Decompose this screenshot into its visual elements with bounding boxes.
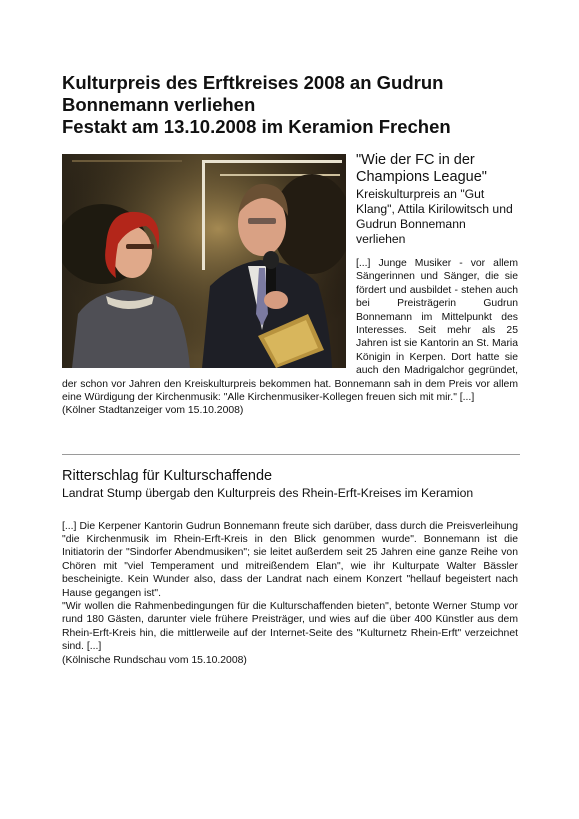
headline-line-2: Bonnemann verliehen [62,94,256,115]
article1-subhead: Kreiskulturpreis an "Gut Klang", Attila Kirilowitsch und Gudrun Bonnemann verliehen [356,187,513,246]
article2-source: (Kölnische Rundschau vom 15.10.2008) [62,654,247,666]
award-ceremony-photo [62,154,346,368]
article-koelnische-rundschau [62,468,518,667]
article2-body [62,520,518,667]
section-divider [62,454,520,455]
headline-line-3: Festakt am 13.10.2008 im Keramion Frechen [62,116,451,137]
article1-source: (Kölner Stadtanzeiger vom 15.10.2008) [62,405,244,417]
article2-subhead: Landrat Stump übergab den Kulturpreis des Rhein-Erft-Kreises im Keramion [62,486,474,500]
article2-paragraph-1: [...] Die Kerpener Kantorin Gudrun Bonnemann freute sich darüber, dass durch die Preisverleihung "die Kirchenmusik im Rhein-Erft-Kreis in den Blick genommen wurde". Bonnemann ist die Initiatorin der "Sindorfer Abendmusiken"; sie leitet außerdem seit 25 Jahren eine ganze Reihe von Chören mit "viel Temperament und mitreißendem Elan", wie ihr Kulturpate Walter Bässler bescheinigte. Kein Wunder also, dass der Landrat nach einem Konzert "hellauf begeistert nach Hause gegangen ist". [62,520,518,599]
article1-body: [...] Junge Musiker - vor allem Sängerinnen und Sänger, die sie fördert und ausbildet - stehen auch bei Preisträgerin Gudrun Bonnemann im Mittelpunkt des Interesses. Seit mehr als 25 Jahren ist sie Kantorin an St. Maria Königin in Kerpen. Dort hatte sie auch den Madrigalchor gegründet, der schon vor Jahren den Kreiskulturpreis bekommen hat. Bonnemann sah in dem Preis vor allem eine Würdigung der Kirchenmusik: "Alle Kirchenmusiker-Kollegen freuen sich mit mir." [...] [62,258,518,404]
article2-headline: Ritterschlag für Kulturschaffende [62,468,273,484]
article1-headline: "Wie der FC in der Champions League" [356,152,487,185]
article-koelner-stadtanzeiger [62,152,518,418]
article2-paragraph-2: "Wir wollen die Rahmenbedingungen für die Kulturschaffenden bieten", betonte Werner Stump vor rund 180 Gästen, darunter viele frühere Preisträger, und wies auf die über 400 Künstler aus dem Rhein-Erft-Kreis hin, die mittlerweile auf der Internet-Seite des "Kulturnetz Rhein-Erft" verzeichnet sind. [...] [62,600,518,653]
headline-line-1: Kulturpreis des Erftkreises 2008 an Gudrun [62,72,444,93]
main-headline [62,72,542,138]
